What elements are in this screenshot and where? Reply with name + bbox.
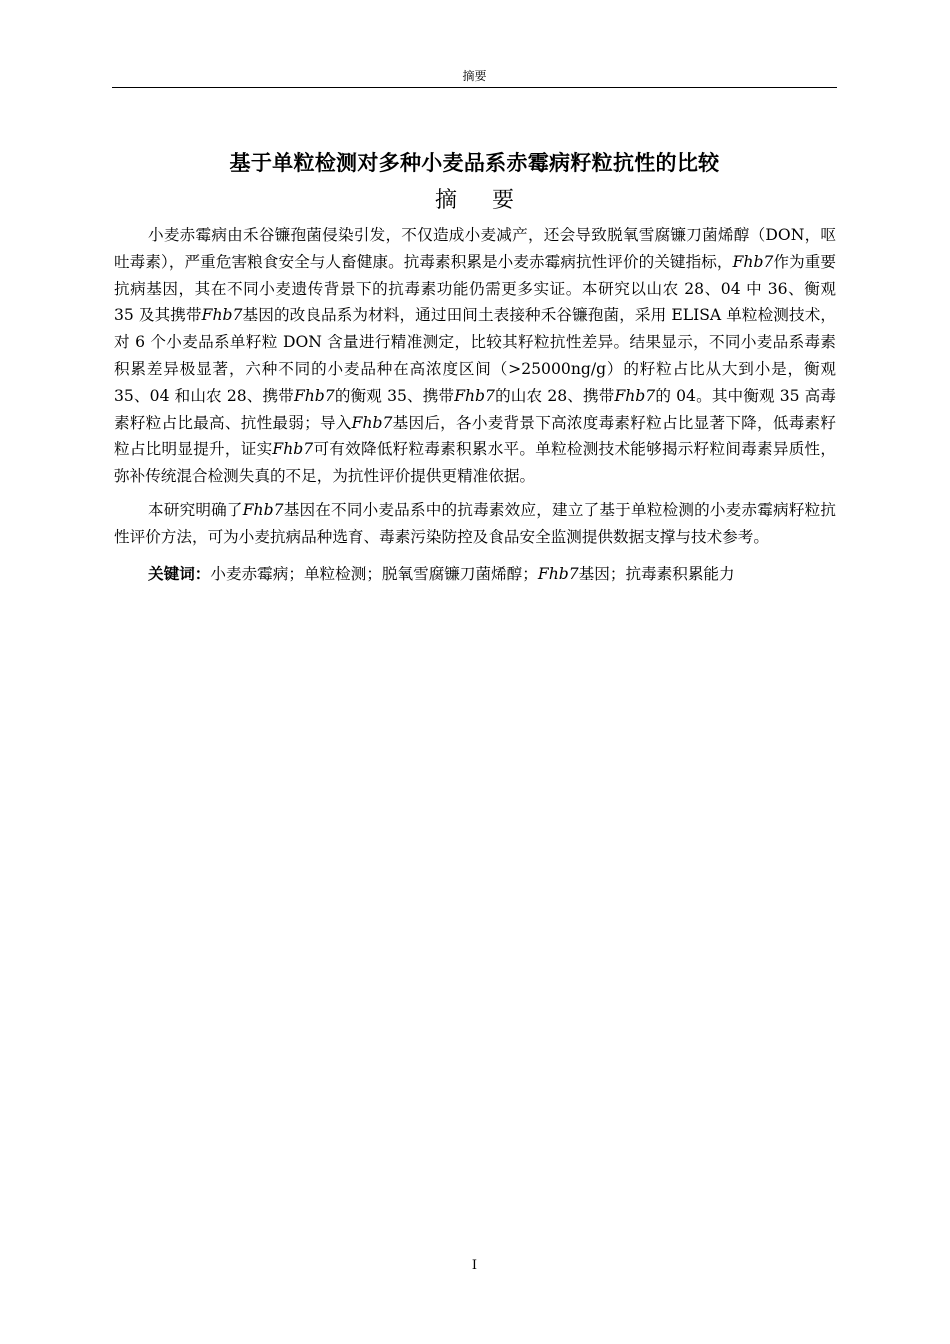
text-span: 基因的改良品系为材料，通过田间土表接种禾谷镰孢菌，采用 ELISA 单粒检测技术，对 6 个小麦品系单籽粒 DON 含量进行精准测定，比较其籽粒抗性差异。结果显示，不同小麦品系毒素积累差异极显著，六种不同的小麦品种在高浓度区间（>25000ng/g）的籽粒占比从大到小是，衡观 35、04 和山农 28、携带 [114,306,836,405]
keywords-line [114,561,836,588]
gene-name: Fhb7 [454,386,495,405]
gene-name: Fhb7 [293,386,335,405]
text-span: 小麦赤霉病由禾谷镰孢菌侵染引发，不仅造成小麦减产，还会导致脱氧雪腐镰刀菌烯醇（DON，呕吐毒素），严重危害粮食安全与人畜健康。抗毒素积累是小麦赤霉病抗性评价的关键指标， [114,226,836,271]
abstract-paragraph-2 [114,497,836,551]
header-rule [112,87,837,88]
abstract-body [114,222,836,587]
gene-name: Fhb7 [272,440,314,459]
text-span: 作为重要抗病基因，其在不同小麦遗传背景下的抗毒素功能仍需更多实证。本研究以山农 28、04 中 36、衡观 35 及其携带 [114,252,836,325]
text-span: 基因在不同小麦品系中的抗毒素效应，建立了基于单粒检测的小麦赤霉病籽粒抗性评价方法，可为小麦抗病品种选育、毒素污染防控及食品安全监测提供数据支撑与技术参考。 [114,500,836,546]
keywords-text: 基因；抗毒素积累能力 [578,564,735,583]
gene-name: Fhb7 [614,386,656,405]
abstract-heading: 摘 要 [435,188,528,213]
abstract-paragraph-1 [114,222,836,490]
text-span: 的衡观 35、携带 [334,386,455,405]
keywords-text: 小麦赤霉病；单粒检测；脱氧雪腐镰刀菌烯醇； [210,564,538,583]
gene-name: Fhb7 [537,564,579,583]
gene-name: Fhb7 [732,252,774,271]
text-span: 本研究明确了 [148,500,243,519]
text-span: 可有效降低籽粒毒素积累水平。单粒检测技术能够揭示籽粒间毒素异质性，弥补传统混合检测失真的不足，为抗性评价提供更精准依据。 [114,440,836,486]
gene-name: Fhb7 [201,306,243,325]
page-number: I [471,1258,478,1273]
paper-title: 基于单粒检测对多种小麦品系赤霉病籽粒抗性的比较 [229,151,720,175]
gene-name: Fhb7 [351,413,393,432]
running-header: 摘要 [462,69,487,83]
gene-name: Fhb7 [242,500,284,519]
text-span: 的山农 28、携带 [494,386,615,405]
text-span: 基因后，各小麦背景下高浓度毒素籽粒占比显著下降，低毒素籽粒占比明显提升，证实 [114,413,836,459]
keywords-label: 关键词： [148,564,211,583]
text-span: 的 04。其中衡观 35 高毒素籽粒占比最高、抗性最弱；导入 [114,386,836,432]
